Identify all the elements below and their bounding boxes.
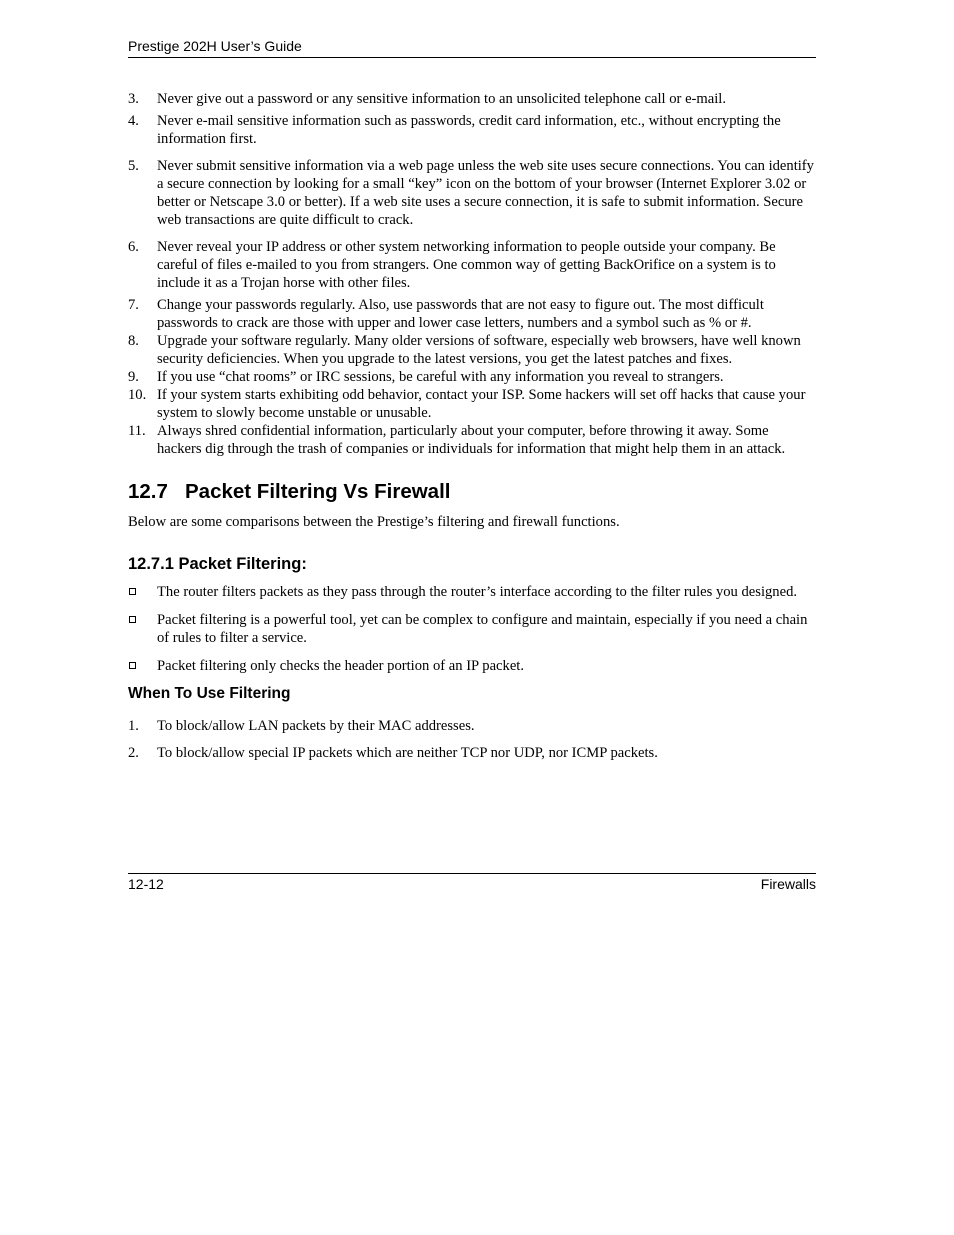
list-number: 3. (128, 91, 139, 107)
list-text: If you use “chat rooms” or IRC sessions, be careful with any information you reveal to strangers. (157, 369, 724, 385)
list-item (128, 744, 816, 762)
chapter-name: Firewalls (760, 876, 816, 892)
list-item (128, 296, 816, 332)
list-text: Never reveal your IP address or other system networking information to people outside your company. Be careful of files e-mailed to you from strangers. One common way of getting BackOrifice on a system is to include it as a Trojan horse with other files. (157, 239, 776, 291)
list-number: 10. (128, 387, 147, 403)
list-number: 6. (128, 239, 139, 255)
list-number: 11. (128, 423, 146, 439)
list-number: 9. (128, 369, 139, 385)
list-number: 8. (128, 333, 139, 349)
list-item (128, 717, 816, 735)
checkbox-bullet-icon (129, 616, 136, 623)
section-title: Packet Filtering Vs Firewall (185, 480, 451, 503)
list-number: 2. (128, 745, 139, 761)
header-divider (128, 57, 816, 58)
list-number: 5. (128, 158, 139, 174)
page-header: Prestige 202H User’s Guide (128, 38, 302, 54)
footer-divider (128, 873, 816, 874)
bullet-text: The router filters packets as they pass through the router’s interface according to the filter rules you designed. (157, 584, 798, 600)
list-item (128, 332, 816, 368)
list-item (128, 422, 816, 458)
list-text: Change your passwords regularly. Also, use passwords that are not easy to figure out. The most difficult passwords to crack are those with upper and lower case letters, numbers and a symbol such as % or #. (157, 297, 764, 331)
checkbox-bullet-icon (129, 662, 136, 669)
checkbox-bullet-icon (129, 588, 136, 595)
list-item (128, 157, 816, 229)
bullet-item (128, 611, 816, 647)
list-item (128, 386, 816, 422)
list-item (128, 90, 816, 108)
section-intro: Below are some comparisons between the Prestige’s filtering and firewall functions. (128, 514, 620, 530)
list-number: 1. (128, 718, 139, 734)
list-text: Never e-mail sensitive information such as passwords, credit card information, etc., without encrypting the information first. (157, 113, 781, 147)
list-text: To block/allow special IP packets which are neither TCP nor UDP, nor ICMP packets. (157, 745, 658, 761)
page-content (128, 90, 816, 762)
bullet-item (128, 657, 816, 675)
list-item (128, 112, 816, 148)
bullet-text: Packet filtering is a powerful tool, yet can be complex to configure and maintain, especially if you need a chain of rules to filter a service. (157, 612, 808, 646)
list-text: If your system starts exhibiting odd behavior, contact your ISP. Some hackers will set off hacks that cause your system to slowly become unstable or unusable. (157, 387, 806, 421)
page-footer (128, 875, 816, 893)
section-heading (128, 479, 816, 505)
bullet-item (128, 583, 816, 601)
list-text: Always shred confidential information, particularly about your computer, before throwing it away. Some hackers dig through the trash of companies or individuals for information that might help them in an attack. (157, 423, 786, 457)
list-text: To block/allow LAN packets by their MAC addresses. (157, 718, 475, 734)
list-number: 4. (128, 113, 139, 129)
list-text: Upgrade your software regularly. Many older versions of software, especially web browsers, have well known security deficiencies. When you upgrade to the latest versions, you get the latest patches and fixes. (157, 333, 801, 367)
section-number: 12.7 (128, 480, 168, 503)
list-item (128, 238, 816, 292)
list-item (128, 368, 816, 386)
list-text: Never submit sensitive information via a web page unless the web site uses secure connections. You can identify a secure connection by looking for a small “key” icon on the bottom of your browser (Internet Explorer 3.02 or better or Netscape 3.0 or better). If a web site uses a secure connection, it is safe to submit information. Secure web transactions are quite difficult to crack. (157, 158, 814, 228)
page-number: 12-12 (128, 876, 164, 892)
subsection-heading: 12.7.1 Packet Filtering: (128, 555, 307, 573)
when-to-use-heading: When To Use Filtering (128, 685, 291, 702)
list-number: 7. (128, 297, 139, 313)
bullet-text: Packet filtering only checks the header portion of an IP packet. (157, 658, 525, 674)
list-text: Never give out a password or any sensitive information to an unsolicited telephone call or e-mail. (157, 91, 726, 107)
